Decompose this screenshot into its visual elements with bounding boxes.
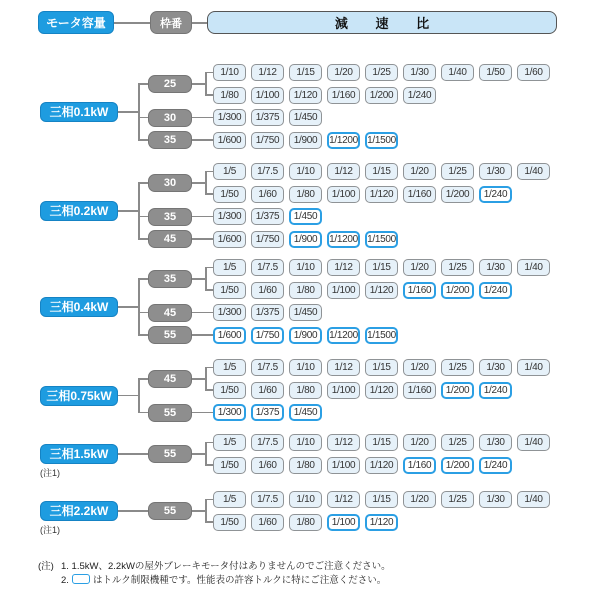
row-stub-line <box>205 442 213 444</box>
ratio-cell: 1/10 <box>289 163 322 180</box>
ratio-cell: 1/20 <box>403 491 436 508</box>
frame-out-line <box>192 139 213 141</box>
motor-box: 三相0.1kW <box>40 102 118 122</box>
ratio-cell: 1/12 <box>327 491 360 508</box>
ratio-cell-torque-limited: 1/240 <box>479 282 512 299</box>
motor-stub-line <box>118 306 138 308</box>
ratio-cell: 1/80 <box>289 514 322 531</box>
ratio-cell: 1/7.5 <box>251 163 284 180</box>
note-line-2-text: はトルク制限機種です。性能表の許容トルクに特にご注意ください。 <box>92 575 387 586</box>
ratio-cell: 1/100 <box>251 87 284 104</box>
ratio-cell: 1/12 <box>327 359 360 376</box>
trunk-line <box>138 83 140 141</box>
frame-box: 55 <box>148 502 192 520</box>
frame-out-line <box>192 334 213 336</box>
ratio-cell: 1/50 <box>213 514 246 531</box>
ratio-cell: 1/7.5 <box>251 491 284 508</box>
frame-out-line <box>192 216 213 218</box>
ratio-cell: 1/30 <box>479 163 512 180</box>
ratio-cell: 1/200 <box>441 186 474 203</box>
ratio-cell: 1/60 <box>251 514 284 531</box>
row-stub-line <box>205 171 213 173</box>
motor-stub-line <box>118 453 148 455</box>
footnotes <box>38 560 391 588</box>
ratio-cell: 1/20 <box>403 259 436 276</box>
frame-stub-line <box>138 412 148 414</box>
frame-out-line <box>192 312 213 314</box>
ratio-cell: 1/600 <box>213 231 246 248</box>
ratio-cell: 1/120 <box>365 186 398 203</box>
frame-stub-line <box>138 378 148 380</box>
motor-note-ref: (注1) <box>40 467 60 478</box>
frame-box: 55 <box>148 404 192 422</box>
frame-box: 55 <box>148 326 192 344</box>
ratio-cell-torque-limited: 1/1200 <box>327 231 360 248</box>
ratio-cell: 1/100 <box>327 457 360 474</box>
bracket-line <box>205 72 207 96</box>
ratio-cell: 1/15 <box>365 259 398 276</box>
frame-out-line <box>192 412 213 414</box>
ratio-cell: 1/30 <box>479 359 512 376</box>
header-connector-line-2 <box>192 22 207 24</box>
ratio-cell-torque-limited: 1/100 <box>327 514 360 531</box>
frame-box: 45 <box>148 370 192 388</box>
row-stub-line <box>205 72 213 74</box>
motor-box: 三相0.75kW <box>40 386 118 406</box>
motor-box: 三相1.5kW <box>40 444 118 464</box>
ratio-cell: 1/40 <box>441 64 474 81</box>
frame-box: 45 <box>148 304 192 322</box>
frame-number-header: 枠番 <box>150 11 192 34</box>
frame-box: 30 <box>148 174 192 192</box>
ratio-cell: 1/120 <box>365 382 398 399</box>
ratio-cell: 1/120 <box>365 282 398 299</box>
frame-stub-line <box>138 139 148 141</box>
row-stub-line <box>205 464 213 466</box>
ratio-cell: 1/5 <box>213 163 246 180</box>
ratio-cell: 1/60 <box>251 382 284 399</box>
motor-stub-line <box>118 395 138 397</box>
ratio-cell-torque-limited: 1/450 <box>289 404 322 421</box>
ratio-cell-torque-limited: 1/1200 <box>327 327 360 344</box>
frame-stub-line <box>138 334 148 336</box>
ratio-cell-torque-limited: 1/300 <box>213 404 246 421</box>
ratio-cell: 1/50 <box>213 382 246 399</box>
ratio-cell-torque-limited: 1/200 <box>441 457 474 474</box>
ratio-cell: 1/160 <box>403 382 436 399</box>
frame-box: 35 <box>148 270 192 288</box>
ratio-cell: 1/25 <box>441 259 474 276</box>
ratio-cell: 1/25 <box>441 163 474 180</box>
frame-stub-line <box>138 83 148 85</box>
ratio-cell: 1/240 <box>403 87 436 104</box>
ratio-cell: 1/15 <box>365 163 398 180</box>
ratio-cell: 1/20 <box>403 359 436 376</box>
motor-capacity-header: モータ容量 <box>38 11 114 34</box>
ratio-cell: 1/160 <box>327 87 360 104</box>
ratio-cell-torque-limited: 1/240 <box>479 382 512 399</box>
ratio-cell: 1/20 <box>327 64 360 81</box>
ratio-cell: 1/20 <box>403 434 436 451</box>
row-stub-line <box>205 521 213 523</box>
ratio-cell: 1/10 <box>213 64 246 81</box>
ratio-cell: 1/80 <box>289 186 322 203</box>
frame-box: 35 <box>148 208 192 226</box>
header-connector-line <box>114 22 150 24</box>
ratio-cell: 1/120 <box>365 457 398 474</box>
ratio-cell: 1/60 <box>251 186 284 203</box>
ratio-cell-torque-limited: 1/600 <box>213 327 246 344</box>
ratio-cell: 1/7.5 <box>251 259 284 276</box>
bracket-line <box>205 267 207 291</box>
note-marker: (注) <box>38 561 54 572</box>
ratio-cell: 1/25 <box>365 64 398 81</box>
frame-out-line <box>192 182 205 184</box>
torque-limited-box-icon <box>72 574 90 584</box>
ratio-cell: 1/80 <box>289 382 322 399</box>
row-stub-line <box>205 499 213 501</box>
bracket-line <box>205 367 207 391</box>
row-stub-line <box>205 193 213 195</box>
ratio-cell: 1/5 <box>213 359 246 376</box>
ratio-cell: 1/15 <box>365 359 398 376</box>
ratio-cell: 1/300 <box>213 109 246 126</box>
ratio-cell-torque-limited: 1/200 <box>441 282 474 299</box>
ratio-cell: 1/30 <box>479 491 512 508</box>
row-stub-line <box>205 94 213 96</box>
frame-out-line <box>192 510 205 512</box>
ratio-cell: 1/10 <box>289 259 322 276</box>
ratio-cell: 1/80 <box>289 282 322 299</box>
ratio-cell: 1/5 <box>213 434 246 451</box>
ratio-cell: 1/12 <box>327 434 360 451</box>
ratio-cell: 1/50 <box>479 64 512 81</box>
ratio-cell: 1/12 <box>327 259 360 276</box>
ratio-cell: 1/5 <box>213 491 246 508</box>
ratio-cell-torque-limited: 1/1500 <box>365 327 398 344</box>
frame-out-line <box>192 238 213 240</box>
ratio-cell: 1/300 <box>213 208 246 225</box>
ratio-cell: 1/50 <box>213 282 246 299</box>
ratio-cell-torque-limited: 1/200 <box>441 382 474 399</box>
ratio-cell: 1/50 <box>213 186 246 203</box>
ratio-cell: 1/375 <box>251 109 284 126</box>
note-line-1: 1. 1.5kW、2.2kWの屋外ブレーキモータ付はありませんのでご注意ください。 <box>61 561 391 572</box>
ratio-cell: 1/7.5 <box>251 434 284 451</box>
ratio-cell-torque-limited: 1/1500 <box>365 231 398 248</box>
ratio-cell: 1/50 <box>213 457 246 474</box>
frame-out-line <box>192 83 205 85</box>
ratio-cell: 1/100 <box>327 186 360 203</box>
ratio-cell: 1/375 <box>251 208 284 225</box>
frame-out-line <box>192 278 205 280</box>
ratio-cell: 1/7.5 <box>251 359 284 376</box>
trunk-line <box>138 182 140 240</box>
frame-stub-line <box>138 278 148 280</box>
ratio-cell: 1/60 <box>251 282 284 299</box>
ratio-cell: 1/450 <box>289 109 322 126</box>
motor-stub-line <box>118 510 148 512</box>
row-stub-line <box>205 267 213 269</box>
ratio-cell: 1/30 <box>479 434 512 451</box>
ratio-cell: 1/10 <box>289 491 322 508</box>
motor-box: 三相2.2kW <box>40 501 118 521</box>
motor-box: 三相0.4kW <box>40 297 118 317</box>
ratio-cell-torque-limited: 1/1500 <box>365 132 398 149</box>
ratio-cell: 1/750 <box>251 132 284 149</box>
trunk-line <box>138 278 140 336</box>
ratio-cell: 1/10 <box>289 359 322 376</box>
row-stub-line <box>205 389 213 391</box>
frame-out-line <box>192 117 213 119</box>
ratio-cell-torque-limited: 1/160 <box>403 282 436 299</box>
ratio-cell: 1/120 <box>289 87 322 104</box>
ratio-cell-torque-limited: 1/750 <box>251 327 284 344</box>
ratio-cell: 1/12 <box>251 64 284 81</box>
ratio-cell: 1/60 <box>251 457 284 474</box>
ratio-cell: 1/40 <box>517 491 550 508</box>
bracket-line <box>205 499 207 523</box>
ratio-cell-torque-limited: 1/375 <box>251 404 284 421</box>
ratio-cell-torque-limited: 1/900 <box>289 231 322 248</box>
frame-out-line <box>192 453 205 455</box>
ratio-cell: 1/40 <box>517 259 550 276</box>
ratio-cell: 1/900 <box>289 132 322 149</box>
ratio-cell-torque-limited: 1/900 <box>289 327 322 344</box>
ratio-cell: 1/300 <box>213 304 246 321</box>
frame-stub-line <box>138 238 148 240</box>
ratio-cell: 1/375 <box>251 304 284 321</box>
frame-stub-line <box>138 117 148 119</box>
ratio-cell-torque-limited: 1/120 <box>365 514 398 531</box>
bracket-line <box>205 442 207 466</box>
ratio-cell: 1/160 <box>403 186 436 203</box>
ratio-cell: 1/60 <box>517 64 550 81</box>
ratio-cell: 1/20 <box>403 163 436 180</box>
frame-box: 55 <box>148 445 192 463</box>
ratio-cell: 1/80 <box>289 457 322 474</box>
frame-stub-line <box>138 182 148 184</box>
frame-box: 30 <box>148 109 192 127</box>
ratio-cell: 1/15 <box>365 491 398 508</box>
ratio-cell: 1/15 <box>289 64 322 81</box>
ratio-cell: 1/25 <box>441 359 474 376</box>
motor-box: 三相0.2kW <box>40 201 118 221</box>
frame-box: 45 <box>148 230 192 248</box>
ratio-cell: 1/100 <box>327 282 360 299</box>
note-line-2 <box>61 574 391 588</box>
ratio-cell: 1/100 <box>327 382 360 399</box>
ratio-cell: 1/25 <box>441 434 474 451</box>
row-stub-line <box>205 289 213 291</box>
ratio-cell-torque-limited: 1/240 <box>479 186 512 203</box>
ratio-cell: 1/40 <box>517 359 550 376</box>
ratio-cell: 1/200 <box>365 87 398 104</box>
ratio-cell-torque-limited: 1/160 <box>403 457 436 474</box>
frame-stub-line <box>138 312 148 314</box>
ratio-cell: 1/600 <box>213 132 246 149</box>
trunk-line <box>138 378 140 413</box>
ratio-cell: 1/10 <box>289 434 322 451</box>
ratio-cell-torque-limited: 1/240 <box>479 457 512 474</box>
frame-out-line <box>192 378 205 380</box>
ratio-cell: 1/30 <box>479 259 512 276</box>
ratio-cell: 1/80 <box>213 87 246 104</box>
note-line-2-number: 2. <box>61 575 69 586</box>
ratio-cell: 1/5 <box>213 259 246 276</box>
frame-box: 25 <box>148 75 192 93</box>
ratio-cell: 1/12 <box>327 163 360 180</box>
row-stub-line <box>205 367 213 369</box>
ratio-cell: 1/15 <box>365 434 398 451</box>
reduction-ratio-header: 減 速 比 <box>207 11 557 34</box>
ratio-cell: 1/40 <box>517 163 550 180</box>
ratio-cell-torque-limited: 1/450 <box>289 208 322 225</box>
frame-box: 35 <box>148 131 192 149</box>
ratio-cell: 1/30 <box>403 64 436 81</box>
ratio-cell: 1/750 <box>251 231 284 248</box>
motor-stub-line <box>118 210 138 212</box>
ratio-cell: 1/450 <box>289 304 322 321</box>
motor-note-ref: (注1) <box>40 524 60 535</box>
bracket-line <box>205 171 207 195</box>
ratio-cell: 1/40 <box>517 434 550 451</box>
motor-stub-line <box>118 111 138 113</box>
frame-stub-line <box>138 216 148 218</box>
ratio-cell: 1/25 <box>441 491 474 508</box>
ratio-cell-torque-limited: 1/1200 <box>327 132 360 149</box>
